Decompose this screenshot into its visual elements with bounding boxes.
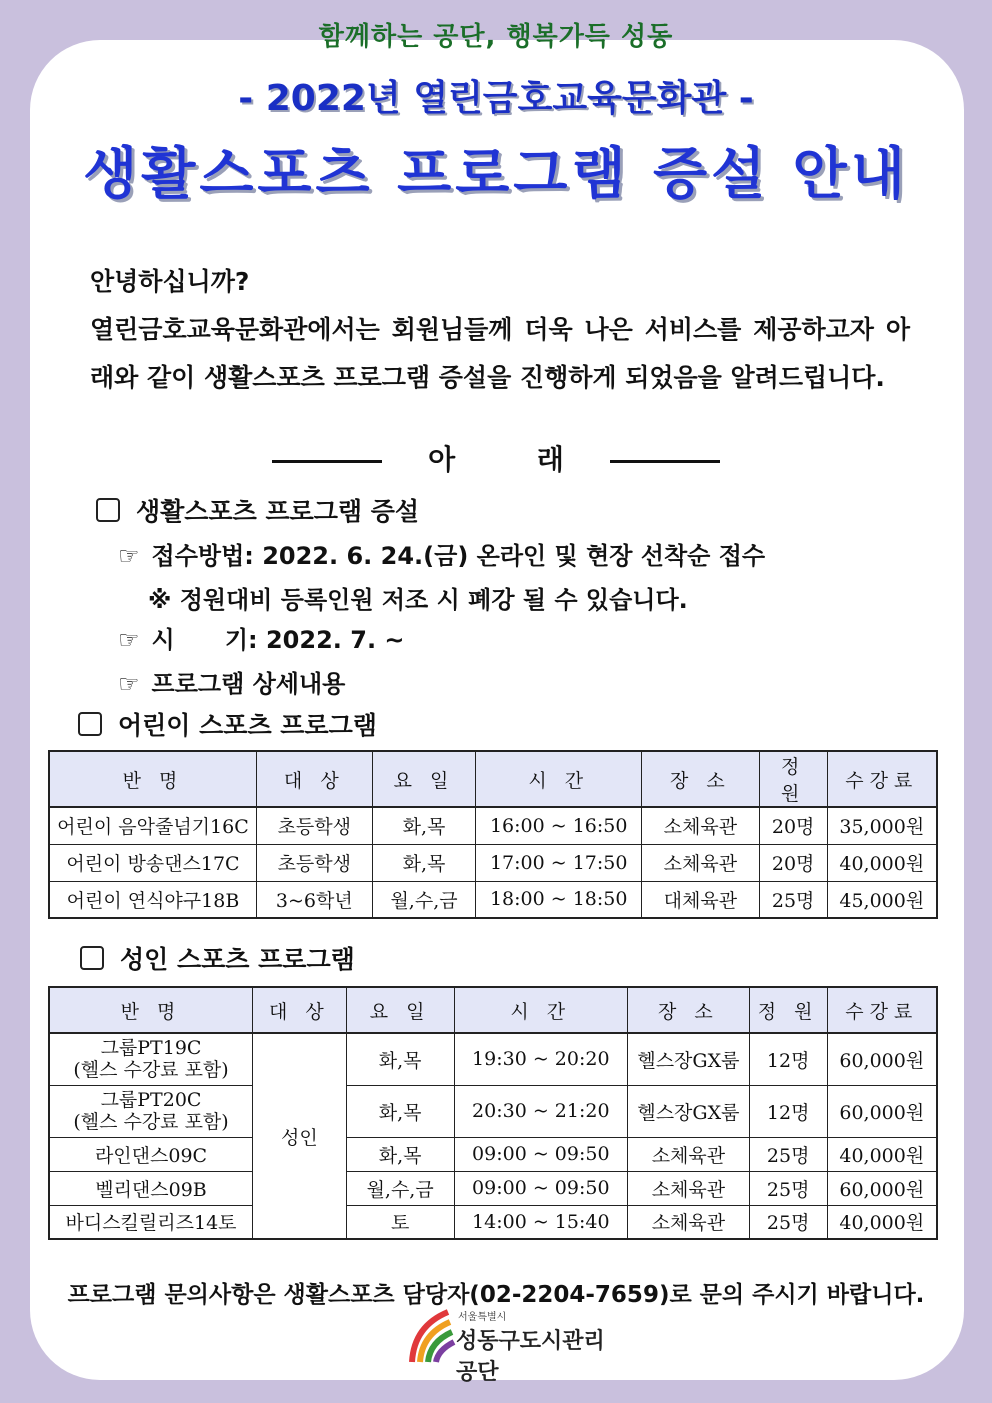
header-time: 시 간 [476, 751, 642, 807]
logo-name: 성동구도시관리공단 [456, 1329, 605, 1385]
kids-section [78, 706, 377, 742]
table-row [49, 881, 937, 918]
time: 18:00 ~ 18:50 [476, 881, 642, 918]
class-name: 그룹PT20C (헬스 수강료 포함) [49, 1085, 253, 1137]
header-target: 대 상 [256, 751, 372, 807]
capacity: 25명 [749, 1137, 827, 1171]
capacity: 25명 [749, 1171, 827, 1205]
time: 16:00 ~ 16:50 [476, 807, 642, 844]
place: 소체육관 [642, 807, 760, 844]
time: 19:30 ~ 20:20 [454, 1033, 628, 1085]
pointing-hand-icon: ☞ [118, 626, 140, 654]
target: 성인 [253, 1033, 347, 1239]
page-title: 생활스포츠 프로그램 증설 안내 [83, 142, 909, 207]
table-row [49, 1085, 937, 1137]
adult-section-label: 성인 스포츠 프로그램 [120, 945, 355, 974]
period-text: 시 기: 2022. 7. ~ [151, 626, 405, 654]
table-row [49, 1205, 937, 1239]
table-row [49, 807, 937, 844]
days: 월,수,금 [346, 1171, 454, 1205]
days: 화,목 [372, 807, 476, 844]
class-name: 어린이 연식야구18B [49, 881, 256, 918]
place: 대체육관 [642, 881, 760, 918]
time: 14:00 ~ 15:40 [454, 1205, 628, 1239]
divider-line-left [272, 460, 382, 463]
table-row [49, 1171, 937, 1205]
fee: 60,000원 [827, 1033, 937, 1085]
divider-line-right [610, 460, 720, 463]
class-name: 벨리댄스09B [49, 1171, 253, 1205]
table-header-row [49, 987, 937, 1033]
class-name: 라인댄스09C [49, 1137, 253, 1171]
greeting: 안녕하십니까? [90, 267, 250, 296]
logo [408, 1306, 608, 1385]
header-time: 시 간 [454, 987, 628, 1033]
pointing-hand-icon: ☞ [118, 670, 140, 698]
fee: 40,000원 [827, 1205, 937, 1239]
kids-table [48, 750, 938, 919]
time: 17:00 ~ 17:50 [476, 844, 642, 881]
section-main-label: 생활스포츠 프로그램 증설 [136, 497, 420, 526]
adult-table [48, 986, 938, 1240]
fee: 35,000원 [827, 807, 937, 844]
header-target: 대 상 [253, 987, 347, 1033]
days: 토 [346, 1205, 454, 1239]
time: 09:00 ~ 09:50 [454, 1137, 628, 1171]
place: 헬스장GX룸 [628, 1085, 750, 1137]
below-label-1: 아 [428, 443, 456, 476]
below-divider [0, 438, 992, 478]
checkbox-icon [96, 498, 120, 522]
class-name: 바디스킬릴리즈14토 [49, 1205, 253, 1239]
capacity: 12명 [749, 1033, 827, 1085]
header-place: 장 소 [628, 987, 750, 1033]
fee: 40,000원 [827, 844, 937, 881]
section-main [96, 492, 419, 528]
subtitle: - 2022년 열린금호교육문화관 - [238, 78, 754, 119]
days: 화,목 [346, 1085, 454, 1137]
time: 09:00 ~ 09:50 [454, 1171, 628, 1205]
adult-section [80, 940, 355, 976]
details-line [118, 664, 345, 699]
pointing-hand-icon: ☞ [118, 542, 140, 570]
fee: 60,000원 [827, 1171, 937, 1205]
table-row [49, 844, 937, 881]
capacity: 20명 [759, 807, 827, 844]
fee: 45,000원 [827, 881, 937, 918]
note-line: ※ 정원대비 등록인원 저조 시 폐강 될 수 있습니다. [148, 586, 688, 614]
days: 월,수,금 [372, 881, 476, 918]
time: 20:30 ~ 21:20 [454, 1085, 628, 1137]
place: 소체육관 [628, 1205, 750, 1239]
slogan: 함께하는 공단, 행복가득 성동 [318, 22, 674, 52]
capacity: 20명 [759, 844, 827, 881]
class-name: 어린이 음악줄넘기16C [49, 807, 256, 844]
header-days: 요 일 [372, 751, 476, 807]
table-header-row [49, 751, 937, 807]
checkbox-icon [80, 946, 104, 970]
header-fee: 수강료 [827, 751, 937, 807]
table-row [49, 1033, 937, 1085]
target: 3~6학년 [256, 881, 372, 918]
kids-section-label: 어린이 스포츠 프로그램 [118, 711, 377, 740]
checkbox-icon [78, 712, 102, 736]
table-row [49, 1137, 937, 1171]
header-place: 장 소 [642, 751, 760, 807]
class-name: 그룹PT19C (헬스 수강료 포함) [49, 1033, 253, 1085]
place: 소체육관 [628, 1171, 750, 1205]
target: 초등학생 [256, 807, 372, 844]
header-days: 요 일 [346, 987, 454, 1033]
intro-text: 열린금호교육문화관에서는 회원님들께 더욱 나은 서비스를 제공하고자 아래와 같이 생활스포츠 프로그램 증설을 진행하게 되었음을 알려드립니다. [90, 315, 910, 392]
header-fee: 수강료 [827, 987, 937, 1033]
rainbow-logo-icon [408, 1306, 456, 1364]
period-line [118, 620, 405, 655]
header-class: 반 명 [49, 751, 256, 807]
intro-paragraph [90, 258, 910, 402]
days: 화,목 [346, 1033, 454, 1085]
capacity: 12명 [749, 1085, 827, 1137]
days: 화,목 [346, 1137, 454, 1171]
reception-line [118, 536, 765, 571]
header-capacity: 정 원 [759, 751, 827, 807]
below-label-2: 래 [536, 443, 564, 476]
footer-contact: 프로그램 문의사항은 생활스포츠 담당자(02-2204-7659)로 문의 주시기 바랍니다. [67, 1282, 925, 1308]
target: 초등학생 [256, 844, 372, 881]
place: 소체육관 [628, 1137, 750, 1171]
fee: 40,000원 [827, 1137, 937, 1171]
capacity: 25명 [749, 1205, 827, 1239]
header-class: 반 명 [49, 987, 253, 1033]
header-capacity: 정 원 [749, 987, 827, 1033]
place: 헬스장GX룸 [628, 1033, 750, 1085]
capacity: 25명 [759, 881, 827, 918]
days: 화,목 [372, 844, 476, 881]
fee: 60,000원 [827, 1085, 937, 1137]
class-name: 어린이 방송댄스17C [49, 844, 256, 881]
logo-small-text: 서울특별시 [458, 1312, 507, 1323]
details-text: 프로그램 상세내용 [151, 670, 346, 698]
reception-text: 접수방법: 2022. 6. 24.(금) 온라인 및 현장 선착순 접수 [151, 542, 766, 570]
place: 소체육관 [642, 844, 760, 881]
